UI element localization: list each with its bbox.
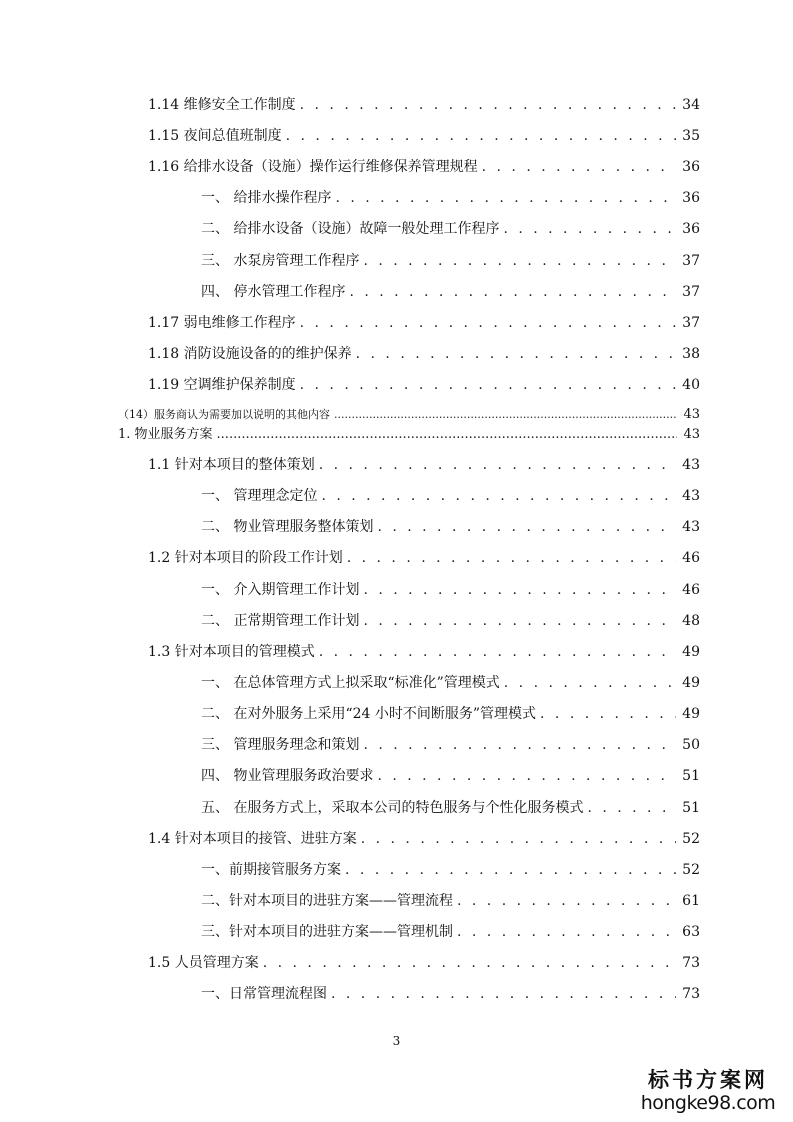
dot-leader xyxy=(334,408,677,422)
toc-entry-label: 五、 在服务方式上，采取本公司的特色服务与个性化服务模式 xyxy=(201,800,584,816)
dot-leader xyxy=(377,767,676,785)
dot-leader xyxy=(363,252,676,270)
toc-entry[interactable] xyxy=(118,408,700,422)
toc-entry[interactable] xyxy=(201,581,700,599)
toc-entry[interactable] xyxy=(201,767,700,785)
site-watermark xyxy=(633,1068,783,1114)
page-number: 3 xyxy=(392,1034,401,1048)
toc-entry-page: 46 xyxy=(682,550,700,566)
toc-entry-label: 1.5 人员管理方案 xyxy=(148,955,259,971)
dot-leader xyxy=(319,456,676,474)
toc-entry-page: 37 xyxy=(682,253,700,269)
toc-entry-label: 1.19 空调维护保养制度 xyxy=(148,377,296,393)
toc-entry-page: 37 xyxy=(682,315,700,331)
dot-leader xyxy=(331,985,676,1003)
toc-entry-label: 1.3 针对本项目的管理模式 xyxy=(148,644,315,660)
dot-leader xyxy=(319,643,676,661)
toc-entry-label: 1.4 针对本项目的接管、进驻方案 xyxy=(148,831,357,847)
toc-entry-page: 73 xyxy=(682,955,700,971)
toc-entry-page: 38 xyxy=(682,346,700,362)
toc-entry-page: 50 xyxy=(682,737,700,753)
toc-entry[interactable] xyxy=(201,283,700,301)
toc-entry-label: 1.1 针对本项目的整体策划 xyxy=(148,457,315,473)
toc-entry[interactable] xyxy=(148,830,700,848)
toc-entry-page: 52 xyxy=(682,862,700,878)
toc-entry-label: 一、 在总体管理方式上拟采取“标准化”管理模式 xyxy=(201,675,500,691)
toc-entry-label: 四、 物业管理服务政治要求 xyxy=(201,768,374,784)
toc-entry-label: 二、 正常期管理工作计划 xyxy=(201,613,360,629)
toc-entry-page: 40 xyxy=(682,377,700,393)
toc-entry-page: 36 xyxy=(682,221,700,237)
toc-entry-page: 36 xyxy=(682,159,700,175)
toc-entry-label: 三、针对本项目的进驻方案——管理机制 xyxy=(201,924,453,940)
dot-leader xyxy=(482,158,677,176)
dot-leader xyxy=(503,220,676,238)
toc-entry[interactable] xyxy=(148,549,700,567)
toc-entry[interactable] xyxy=(201,736,700,754)
dot-leader xyxy=(300,376,677,394)
toc-entry-label: 二、 在对外服务上采用“24 小时不间断服务”管理模式 xyxy=(201,706,537,722)
toc-entry-label: 1.17 弱电维修工作程序 xyxy=(148,315,296,331)
toc-entry-label: 二、 给排水设备（设施）故障一般处理工作程序 xyxy=(201,221,500,237)
dot-leader xyxy=(540,705,676,723)
toc-entry-label: 三、 水泵房管理工作程序 xyxy=(201,253,360,269)
dot-leader xyxy=(361,830,676,848)
toc-entry[interactable] xyxy=(201,892,700,910)
dot-leader xyxy=(587,799,676,817)
dot-leader xyxy=(347,549,676,567)
toc-entry[interactable] xyxy=(148,314,700,332)
toc-entry-page: 51 xyxy=(682,800,700,816)
toc-entry-label: 1.15 夜间总值班制度 xyxy=(148,128,282,144)
toc-entry-page: 49 xyxy=(682,675,700,691)
toc-entry[interactable] xyxy=(201,252,700,270)
toc-entry[interactable] xyxy=(201,518,700,536)
dot-leader xyxy=(377,518,676,536)
toc-entry-page: 43 xyxy=(682,488,700,504)
toc-entry-label: （14）服务商认为需要加以说明的其他内容 xyxy=(118,408,330,421)
dot-leader xyxy=(335,189,676,207)
toc-entry-page: 61 xyxy=(682,893,700,909)
toc-entry[interactable] xyxy=(201,705,700,723)
toc-entry-page: 43 xyxy=(683,407,700,422)
toc-entry-label: 一、 管理理念定位 xyxy=(201,488,318,504)
dot-leader xyxy=(504,674,676,692)
toc-entry[interactable] xyxy=(148,127,700,145)
toc-entry-page: 73 xyxy=(682,986,700,1002)
toc-entry-label: 1.16 给排水设备（设施）操作运行维修保养管理规程 xyxy=(148,159,478,175)
toc-entry[interactable] xyxy=(118,426,700,444)
toc-entry[interactable] xyxy=(148,456,700,474)
toc-entry[interactable] xyxy=(148,643,700,661)
toc-entry[interactable] xyxy=(148,158,700,176)
dot-leader xyxy=(363,612,676,630)
toc-entry[interactable] xyxy=(201,189,700,207)
watermark-title: 标书方案网 xyxy=(648,1068,768,1092)
toc-entry-label: 三、 管理服务理念和策划 xyxy=(201,737,360,753)
toc-entry-label: 一、 给排水操作程序 xyxy=(201,190,332,206)
dot-leader xyxy=(217,426,678,444)
toc-entry-label: 一、前期接管服务方案 xyxy=(201,862,341,878)
toc-entry[interactable] xyxy=(201,487,700,505)
toc-entry-page: 43 xyxy=(682,519,700,535)
dot-leader xyxy=(300,96,677,114)
toc-entry[interactable] xyxy=(148,376,700,394)
dot-leader xyxy=(263,954,676,972)
toc-entry[interactable] xyxy=(148,954,700,972)
toc-entry[interactable] xyxy=(201,923,700,941)
toc-entry-page: 46 xyxy=(682,582,700,598)
toc-entry-page: 51 xyxy=(682,768,700,784)
dot-leader xyxy=(286,127,677,145)
toc-entry-page: 48 xyxy=(682,613,700,629)
toc-entry-label: 一、日常管理流程图 xyxy=(201,986,327,1002)
toc-entry-page: 34 xyxy=(682,97,700,113)
dot-leader xyxy=(349,283,676,301)
toc-entry-page: 49 xyxy=(682,706,700,722)
toc-entry[interactable] xyxy=(201,674,700,692)
toc-entry-page: 63 xyxy=(682,924,700,940)
dot-leader xyxy=(356,345,677,363)
toc-entry-page: 37 xyxy=(682,284,700,300)
dot-leader xyxy=(363,736,676,754)
dot-leader xyxy=(300,314,677,332)
toc-entry-page: 52 xyxy=(682,831,700,847)
dot-leader xyxy=(457,892,676,910)
toc-entry-label: 1.18 消防设施设备的的维护保养 xyxy=(148,346,352,362)
toc-entry[interactable] xyxy=(148,96,700,114)
toc-entry[interactable] xyxy=(148,345,700,363)
toc-entry-label: 一、 介入期管理工作计划 xyxy=(201,582,360,598)
toc-entry[interactable] xyxy=(201,612,700,630)
toc-entry[interactable] xyxy=(201,220,700,238)
toc-entry-page: 43 xyxy=(683,427,700,442)
watermark-url: hongke98.com xyxy=(640,1092,776,1114)
dot-leader xyxy=(457,923,676,941)
toc-entry-page: 43 xyxy=(682,457,700,473)
toc-entry-label: 1. 物业服务方案 xyxy=(118,427,213,442)
toc-entry-page: 49 xyxy=(682,644,700,660)
toc-entry[interactable] xyxy=(201,861,700,879)
dot-leader xyxy=(363,581,676,599)
toc-entry-page: 36 xyxy=(682,190,700,206)
toc-entry-label: 1.14 维修安全工作制度 xyxy=(148,97,296,113)
toc-entry[interactable] xyxy=(201,985,700,1003)
toc-entry-label: 二、针对本项目的进驻方案——管理流程 xyxy=(201,893,453,909)
toc-entry-page: 35 xyxy=(682,128,700,144)
toc-entry-label: 二、 物业管理服务整体策划 xyxy=(201,519,374,535)
dot-leader xyxy=(345,861,676,879)
dot-leader xyxy=(321,487,676,505)
toc-entry[interactable] xyxy=(201,799,700,817)
toc-entry-label: 四、 停水管理工作程序 xyxy=(201,284,346,300)
toc-entry-label: 1.2 针对本项目的阶段工作计划 xyxy=(148,550,343,566)
